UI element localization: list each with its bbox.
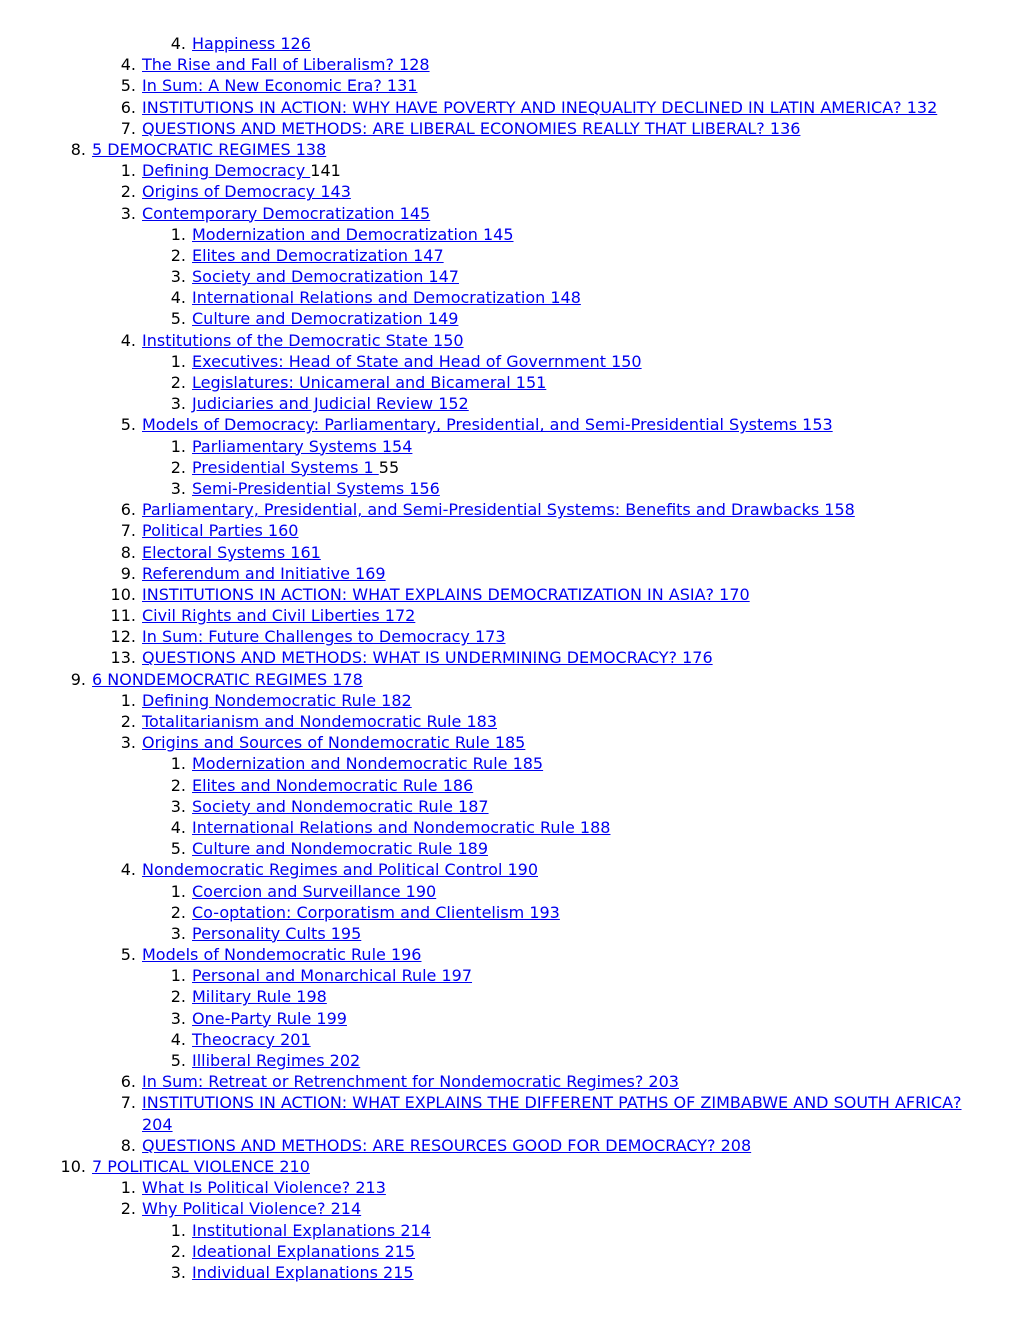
toc-entry-number: 5.: [170, 839, 186, 859]
toc-entry-number: 10.: [110, 584, 136, 604]
toc-entry-link[interactable]: Political Parties 160: [142, 521, 299, 541]
toc-entry-number: 3.: [170, 394, 186, 414]
toc-entry: [120, 54, 1000, 75]
toc-entry-link[interactable]: Contemporary Democratization 145: [142, 203, 431, 223]
toc-entry: [170, 1050, 1000, 1071]
toc-entry-number: 6.: [120, 97, 136, 117]
toc-entry-number: 1.: [170, 754, 186, 774]
toc-entry-link[interactable]: Co-optation: Corporatism and Clientelism 193: [192, 902, 560, 922]
toc-entry-number: 5.: [170, 309, 186, 329]
toc-entry-number: 3.: [120, 733, 136, 753]
toc-entry-link[interactable]: Presidential Systems 1: [192, 457, 379, 477]
toc-entry-link[interactable]: Illiberal Regimes 202: [192, 1051, 361, 1070]
toc-entry: [120, 563, 1000, 584]
toc-entry-number: 8.: [120, 1135, 136, 1155]
toc-entry: [170, 965, 1000, 986]
toc-entry-number: 7.: [120, 521, 136, 541]
toc-entry-number: 4.: [120, 330, 136, 350]
toc-entry: [170, 33, 1000, 54]
toc-entry-link[interactable]: Electoral Systems 161: [142, 542, 321, 562]
toc-entry-link[interactable]: Institutions of the Democratic State 150: [142, 330, 464, 350]
toc-entry: [110, 584, 1000, 605]
toc-entry: [120, 520, 1000, 541]
toc-entry: [170, 881, 1000, 902]
toc-entry-link[interactable]: Culture and Nondemocratic Rule 189: [192, 839, 489, 859]
toc-entry-number: 7.: [120, 118, 136, 138]
toc-entry-number: 4.: [120, 860, 136, 880]
toc-entry-link[interactable]: Society and Democratization 147: [192, 267, 459, 287]
toc-entry: [120, 414, 1000, 435]
toc-entry-link[interactable]: Origins and Sources of Nondemocratic Rule 185: [142, 733, 526, 753]
toc-entry-link[interactable]: INSTITUTIONS IN ACTION: WHY HAVE POVERTY AND INEQUALITY DECLINED IN LATIN AMERICA? 132: [142, 97, 938, 117]
toc-entry-number: 8.: [70, 139, 86, 159]
toc-entry-link[interactable]: Society and Nondemocratic Rule 187: [192, 796, 489, 816]
toc-entry-number: 2.: [120, 712, 136, 731]
toc-entry-page-number: 141: [310, 161, 341, 181]
toc-entry: [120, 732, 1000, 753]
toc-entry-number: 5.: [170, 1051, 186, 1070]
toc-entry: [110, 626, 1000, 647]
toc-entry-link[interactable]: Executives: Head of State and Head of Government 150: [192, 351, 642, 371]
toc-entry-number: 3.: [170, 923, 186, 943]
toc-entry: [170, 393, 1000, 414]
toc-entry-link[interactable]: Semi-Presidential Systems 156: [192, 478, 440, 498]
toc-entry-number: 5.: [120, 415, 136, 435]
toc-entry-number: 1.: [120, 1178, 136, 1198]
toc-entry-number: 1.: [170, 224, 186, 244]
toc-entry: [170, 923, 1000, 944]
toc-entry-number: 4.: [170, 34, 186, 53]
toc-entry-number: 2.: [170, 775, 186, 795]
toc-entry: [170, 1008, 1000, 1029]
toc-entry-link[interactable]: INSTITUTIONS IN ACTION: WHAT EXPLAINS DEMOCRATIZATION IN ASIA? 170: [142, 584, 750, 604]
toc-entry-link[interactable]: Ideational Explanations 215: [192, 1241, 416, 1261]
toc-entry: [120, 75, 1000, 96]
toc-entry-number: 13.: [110, 648, 136, 668]
toc-entry-link[interactable]: Happiness 126: [192, 34, 311, 53]
toc-entry: [170, 478, 1000, 499]
toc-entry-link[interactable]: Coercion and Surveillance 190: [192, 881, 437, 901]
toc-entry-link[interactable]: In Sum: Future Challenges to Democracy 173: [142, 627, 506, 647]
toc-entry: [170, 266, 1000, 287]
toc-entry-number: 1.: [170, 1220, 186, 1240]
toc-entry-link[interactable]: Parliamentary, Presidential, and Semi-Presidential Systems: Benefits and Drawbacks 158: [142, 500, 855, 520]
toc-entry-number: 9.: [70, 669, 86, 689]
toc-entry-link[interactable]: Totalitarianism and Nondemocratic Rule 183: [142, 712, 498, 731]
toc-entry: [120, 1135, 1000, 1156]
toc-entry: [70, 139, 1000, 160]
toc-entry: [120, 542, 1000, 563]
toc-entry: [170, 351, 1000, 372]
toc-entry: [170, 245, 1000, 266]
toc-entry-link[interactable]: Referendum and Initiative 169: [142, 563, 386, 583]
toc-entry-link[interactable]: Military Rule 198: [192, 987, 327, 1007]
toc-entry-number: 1.: [170, 351, 186, 371]
toc-entry-link[interactable]: Legislatures: Unicameral and Bicameral 151: [192, 373, 547, 392]
toc-entry-number: 2.: [170, 457, 186, 477]
toc-entry-number: 1.: [120, 161, 136, 181]
toc-entry: [170, 817, 1000, 838]
toc-entry-number: 1.: [170, 881, 186, 901]
toc-entry-link[interactable]: Elites and Democratization 147: [192, 245, 444, 265]
toc-entry: [120, 690, 1000, 711]
toc-entry-number: 4.: [170, 817, 186, 837]
toc-entry-link[interactable]: Modernization and Nondemocratic Rule 185: [192, 754, 544, 774]
toc-entry: [170, 457, 1000, 478]
toc-entry-link[interactable]: The Rise and Fall of Liberalism? 128: [142, 55, 430, 75]
toc-entry-number: 3.: [170, 796, 186, 816]
toc-entry-number: 1.: [120, 690, 136, 710]
toc-entry: [120, 203, 1000, 224]
toc-entry: [120, 944, 1000, 965]
toc-entry: [120, 330, 1000, 351]
toc-entry-link[interactable]: 6 NONDEMOCRATIC REGIMES 178: [92, 669, 363, 689]
toc-entry-link[interactable]: Culture and Democratization 149: [192, 309, 459, 329]
toc-entry-link[interactable]: International Relations and Nondemocratic Rule 188: [192, 817, 611, 837]
toc-entry-number: 5.: [120, 945, 136, 965]
toc-entry-number: 2.: [170, 987, 186, 1007]
toc-entry-link[interactable]: QUESTIONS AND METHODS: ARE RESOURCES GOOD FOR DEMOCRACY? 208: [142, 1135, 752, 1155]
toc-entry-link[interactable]: Models of Nondemocratic Rule 196: [142, 945, 422, 965]
toc-entry: [170, 1262, 1000, 1283]
toc-entry-number: 4.: [170, 1029, 186, 1049]
toc-entry-link[interactable]: QUESTIONS AND METHODS: WHAT IS UNDERMINING DEMOCRACY? 176: [142, 648, 713, 668]
toc-entry-link[interactable]: What Is Political Violence? 213: [142, 1178, 386, 1198]
toc-entry-number: 3.: [170, 1262, 186, 1282]
toc-entry: [170, 1029, 1000, 1050]
toc-entry: [120, 1177, 1000, 1198]
toc-entry: [170, 308, 1000, 329]
toc-entry-link[interactable]: Parliamentary Systems 154: [192, 436, 413, 456]
toc-entry-link[interactable]: Individual Explanations 215: [192, 1262, 414, 1282]
toc-entry-number: 3.: [170, 267, 186, 287]
toc-entry: [170, 224, 1000, 245]
toc-entry: [170, 838, 1000, 859]
toc-entry-number: 2.: [170, 373, 186, 392]
toc-entry-link[interactable]: Civil Rights and Civil Liberties 172: [142, 606, 416, 626]
toc-entry: [120, 499, 1000, 520]
toc-entry: [170, 902, 1000, 923]
toc-entry-link[interactable]: 7 POLITICAL VIOLENCE 210: [92, 1156, 310, 1176]
toc-entry-number: 11.: [110, 606, 136, 626]
toc-entry-link[interactable]: Defining Nondemocratic Rule 182: [142, 690, 412, 710]
toc-entry: [120, 1071, 1000, 1092]
toc-entry: [170, 436, 1000, 457]
toc-entry-number: 4.: [120, 55, 136, 75]
toc-entry: [120, 118, 1000, 139]
toc-entry-number: 2.: [170, 1241, 186, 1261]
toc-entry: [170, 986, 1000, 1007]
toc-entry-link[interactable]: INSTITUTIONS IN ACTION: WHAT EXPLAINS THE DIFFERENT PATHS OF ZIMBABWE AND SOUTH AFRICA? 204: [142, 1093, 962, 1134]
toc-entry-number: 3.: [170, 478, 186, 498]
toc-entry: [70, 669, 1000, 690]
toc-entry-link[interactable]: In Sum: Retreat or Retrenchment for Nondemocratic Regimes? 203: [142, 1072, 679, 1092]
toc-entry-number: 1.: [170, 436, 186, 456]
toc-entry-number: 12.: [110, 627, 136, 647]
toc-entry-number: 2.: [170, 902, 186, 922]
toc-entry-link[interactable]: Origins of Democracy 143: [142, 182, 351, 202]
toc-entry: [170, 775, 1000, 796]
toc-entry: [170, 287, 1000, 308]
toc-entry-number: 1.: [170, 966, 186, 986]
toc-entry-link[interactable]: Why Political Violence? 214: [142, 1199, 362, 1219]
toc-entry: [170, 1220, 1000, 1241]
table-of-contents: [0, 33, 1000, 1283]
toc-entry-link[interactable]: One-Party Rule 199: [192, 1008, 347, 1028]
toc-entry: [110, 605, 1000, 626]
toc-entry-link[interactable]: In Sum: A New Economic Era? 131: [142, 76, 418, 96]
toc-entry: [120, 711, 1000, 732]
toc-entry-link[interactable]: Models of Democracy: Parliamentary, Presidential, and Semi-Presidential Systems 153: [142, 415, 833, 435]
toc-entry-link[interactable]: Personal and Monarchical Rule 197: [192, 966, 473, 986]
toc-entry-number: 4.: [170, 288, 186, 308]
toc-entry: [120, 97, 1000, 118]
toc-entry-number: 6.: [120, 500, 136, 520]
toc-entry: [170, 796, 1000, 817]
toc-entry-link[interactable]: Judiciaries and Judicial Review 152: [192, 394, 469, 414]
toc-entry-number: 5.: [120, 76, 136, 96]
toc-entry: [170, 1241, 1000, 1262]
toc-entry-number: 10.: [60, 1156, 86, 1176]
toc-entry-link[interactable]: International Relations and Democratization 148: [192, 288, 581, 308]
toc-entry: [170, 372, 1000, 393]
toc-entry-number: 3.: [120, 203, 136, 223]
toc-entry: [120, 859, 1000, 880]
toc-entry-number: 2.: [120, 182, 136, 202]
toc-entry: [110, 647, 1000, 668]
toc-entry-link[interactable]: Elites and Nondemocratic Rule 186: [192, 775, 474, 795]
toc-entry: [120, 160, 1000, 181]
toc-entry: [120, 1198, 1000, 1219]
toc-entry: [120, 181, 1000, 202]
toc-entry-number: 6.: [120, 1072, 136, 1092]
toc-entry-number: 3.: [170, 1008, 186, 1028]
toc-entry-number: 7.: [120, 1093, 136, 1113]
toc-entry: [170, 753, 1000, 774]
toc-entry-number: 2.: [170, 245, 186, 265]
toc-entry-page-number: 55: [378, 457, 400, 477]
toc-entry: [120, 1092, 992, 1134]
toc-entry-link[interactable]: Theocracy 201: [192, 1029, 311, 1049]
toc-entry-number: 2.: [120, 1199, 136, 1219]
toc-entry: [60, 1156, 1000, 1177]
toc-entry-link[interactable]: Modernization and Democratization 145: [192, 224, 514, 244]
toc-entry-link[interactable]: QUESTIONS AND METHODS: ARE LIBERAL ECONOMIES REALLY THAT LIBERAL? 136: [142, 118, 801, 138]
toc-entry-number: 8.: [120, 542, 136, 562]
toc-entry-link[interactable]: Personality Cults 195: [192, 923, 362, 943]
toc-entry-link[interactable]: Institutional Explanations 214: [192, 1220, 431, 1240]
toc-entry-link[interactable]: Defining Democracy: [142, 161, 311, 181]
toc-entry-number: 9.: [120, 563, 136, 583]
toc-entry-link[interactable]: 5 DEMOCRATIC REGIMES 138: [92, 139, 327, 159]
toc-entry-link[interactable]: Nondemocratic Regimes and Political Control 190: [142, 860, 539, 880]
